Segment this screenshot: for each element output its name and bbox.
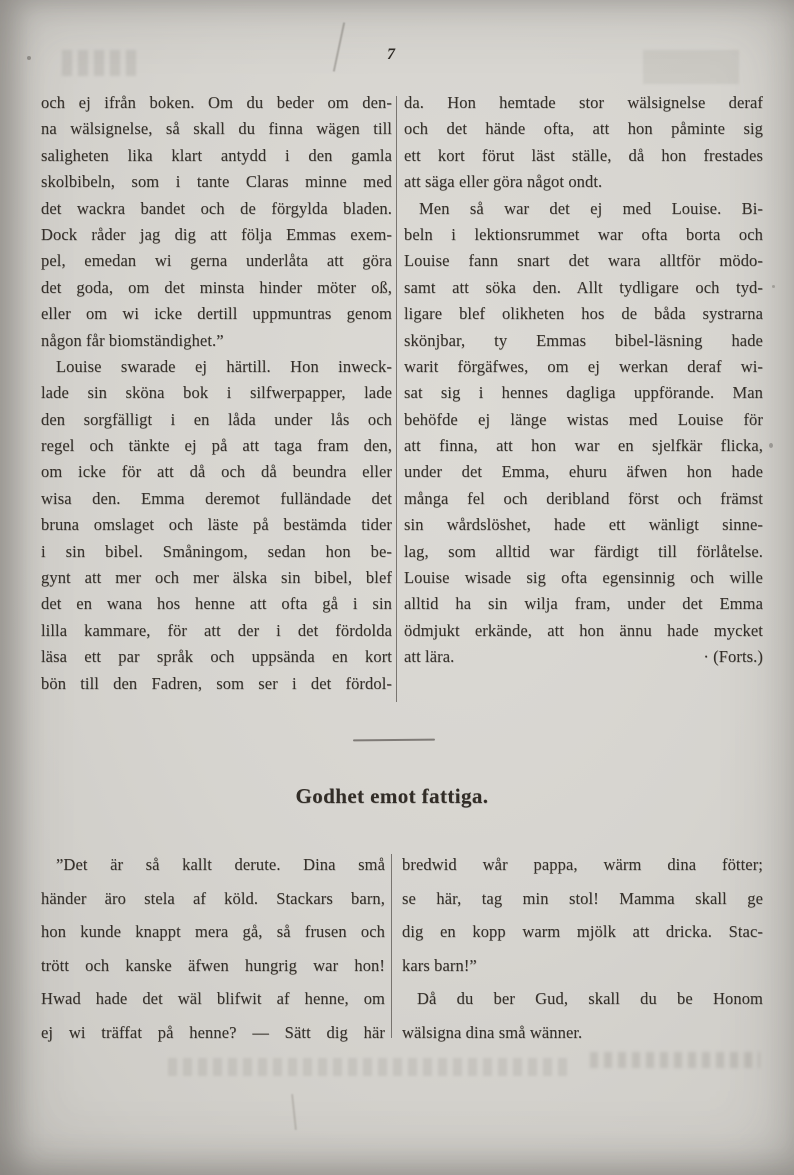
- text-line: samt att söka den. Allt tydligare och tyd-: [404, 277, 763, 297]
- text-line: sin wårdslöshet, hade ett wänligt sinne-: [404, 515, 763, 535]
- text-line: lilla kammare, för att der i det fördolda: [41, 620, 392, 640]
- text-line: da. Hon hemtade stor wälsignelse deraf: [404, 93, 763, 112]
- text-line: ödmjukt erkände, att hon ännu hade mycket: [404, 620, 763, 640]
- text-line: bruna omslaget och läste på bestämda tider: [41, 515, 392, 535]
- text-line: Louise wisade sig ofta egensinnig och wille: [404, 568, 763, 588]
- text-line: gynt att mer och mer älska sin bibel, blef: [41, 568, 392, 588]
- text-line: lade sin sköna bok i silfwerpapper, lade: [41, 383, 392, 403]
- text-line: beln i lektionsrummet war ofta borta och: [404, 224, 763, 244]
- text-line: det wackra bandet och de förgylda bladen.: [41, 198, 392, 218]
- text-line: många fel och deribland först och främst: [404, 488, 763, 508]
- text-line: Louise swarade ej härtill. Hon inweck-: [56, 356, 392, 376]
- text-line: Då du ber Gud, skall du be Honom: [417, 989, 763, 1008]
- text-line: alltid ha sin wilja fram, under det Emma: [404, 594, 763, 614]
- text-line: Dock råder jag dig att följa Emmas exem-: [41, 224, 392, 244]
- text-line: Men så war det ej med Louise. Bi-: [419, 198, 763, 218]
- text-line: ej wi träffat på henne? — Sätt dig här: [41, 1022, 385, 1042]
- ink-speck-artifact: [769, 443, 773, 448]
- text-line: sat sig i hennes dagliga uppförande. Man: [404, 383, 763, 403]
- bleedthrough-text-artifact: [168, 1058, 568, 1076]
- text-line: wälsigna dina små wänner.: [402, 1022, 583, 1042]
- article1-right-column: [404, 90, 763, 671]
- text-line: regel och tänkte ej på att taga fram den,: [41, 436, 392, 456]
- text-line: i sin bibel. Småningom, sedan hon be-: [41, 541, 392, 561]
- text-line: skolbibeln, som i tante Claras minne med: [41, 172, 392, 192]
- pencil-mark-artifact: [291, 1094, 297, 1130]
- article2-right-column: [402, 848, 763, 1049]
- text-line: wisa den. Emma deremot fulländade det: [41, 488, 392, 508]
- text-line: händer äro stela af köld. Stackars barn,: [41, 888, 385, 908]
- text-line: det goda, om det minsta hinder möter oß,: [41, 277, 392, 297]
- text-line: pel, emedan wi gerna underlåta att göra: [41, 251, 392, 271]
- text-line: den sorgfälligt i en låda under lås och: [41, 409, 392, 429]
- text-line: att säga eller göra något ondt.: [404, 172, 603, 192]
- text-line: det en wana hos henne att ofta gå i sin: [41, 594, 392, 614]
- text-line: under det Emma, ehuru äfwen hon hade: [404, 462, 763, 482]
- column-divider-rule: [391, 854, 392, 1038]
- article-heading: Godhet emot fattiga.: [295, 784, 489, 808]
- article1-left-column: [41, 90, 392, 697]
- text-line: och ej ifrån boken. Om du beder om den-: [41, 93, 392, 112]
- text-line: dig en kopp warm mjölk att dricka. Stac-: [402, 922, 763, 941]
- text-line: att finna, att hon war en sjelfkär flicka,: [404, 436, 763, 456]
- continuation-mark: · (Forts.): [703, 647, 763, 667]
- text-line: bön till den Fadren, som ser i det fördol-: [41, 673, 392, 693]
- text-line: om icke för att då och då beundra eller: [41, 462, 392, 482]
- text-line: se här, tag min stol! Mamma skall ge: [402, 888, 763, 908]
- page-number: 7: [387, 46, 395, 63]
- text-line: Louise fann snart det wara alltför mödo-: [404, 251, 763, 271]
- text-line: ”Det är så kallt derute. Dina små: [56, 855, 385, 874]
- text-line: Hwad hade det wäl blifwit af henne, om: [41, 989, 385, 1008]
- text-line: saligheten lika klart antydd i den gamla: [41, 145, 392, 165]
- text-line: kars barn!”: [402, 955, 477, 975]
- text-line: någon får biomständighet.”: [41, 330, 224, 350]
- line-text: att lära.: [404, 647, 455, 667]
- text-line: eller om wi icke dertill uppmuntras genom: [41, 304, 392, 324]
- section-divider-rule: [353, 739, 435, 742]
- text-line: ett kort förut läst ställe, då hon frestades: [404, 145, 763, 165]
- text-line: trött och kanske äfwen hungrig war hon!: [41, 955, 385, 975]
- text-line: behöfde ej länge wistas med Louise för: [404, 409, 763, 429]
- text-line: bredwid wår pappa, wärm dina fötter;: [402, 855, 763, 874]
- text-line: lag, som alltid war färdigt till förlåtelse.: [404, 541, 763, 561]
- text-line: warit förgäfwes, om ej werkan deraf wi-: [404, 356, 763, 376]
- text-line: och det hände ofta, att hon påminte sig: [404, 119, 763, 139]
- column-divider-rule: [396, 96, 397, 702]
- bleedthrough-text-artifact: [590, 1052, 760, 1068]
- text-line: ligare blef olikheten hos de båda systrarna: [404, 304, 763, 324]
- article2-left-column: [41, 848, 385, 1049]
- text-line: läsa ett par språk och uppsända en kort: [41, 647, 392, 667]
- text-line: [404, 644, 763, 670]
- text-line: skönjbar, ty Emmas bibel-läsning hade: [404, 330, 763, 350]
- text-line: hon kunde knappt mera gå, så frusen och: [41, 922, 385, 941]
- text-line: na wälsignelse, så skall du finna wägen till: [41, 119, 392, 139]
- ink-speck-artifact: [772, 285, 775, 288]
